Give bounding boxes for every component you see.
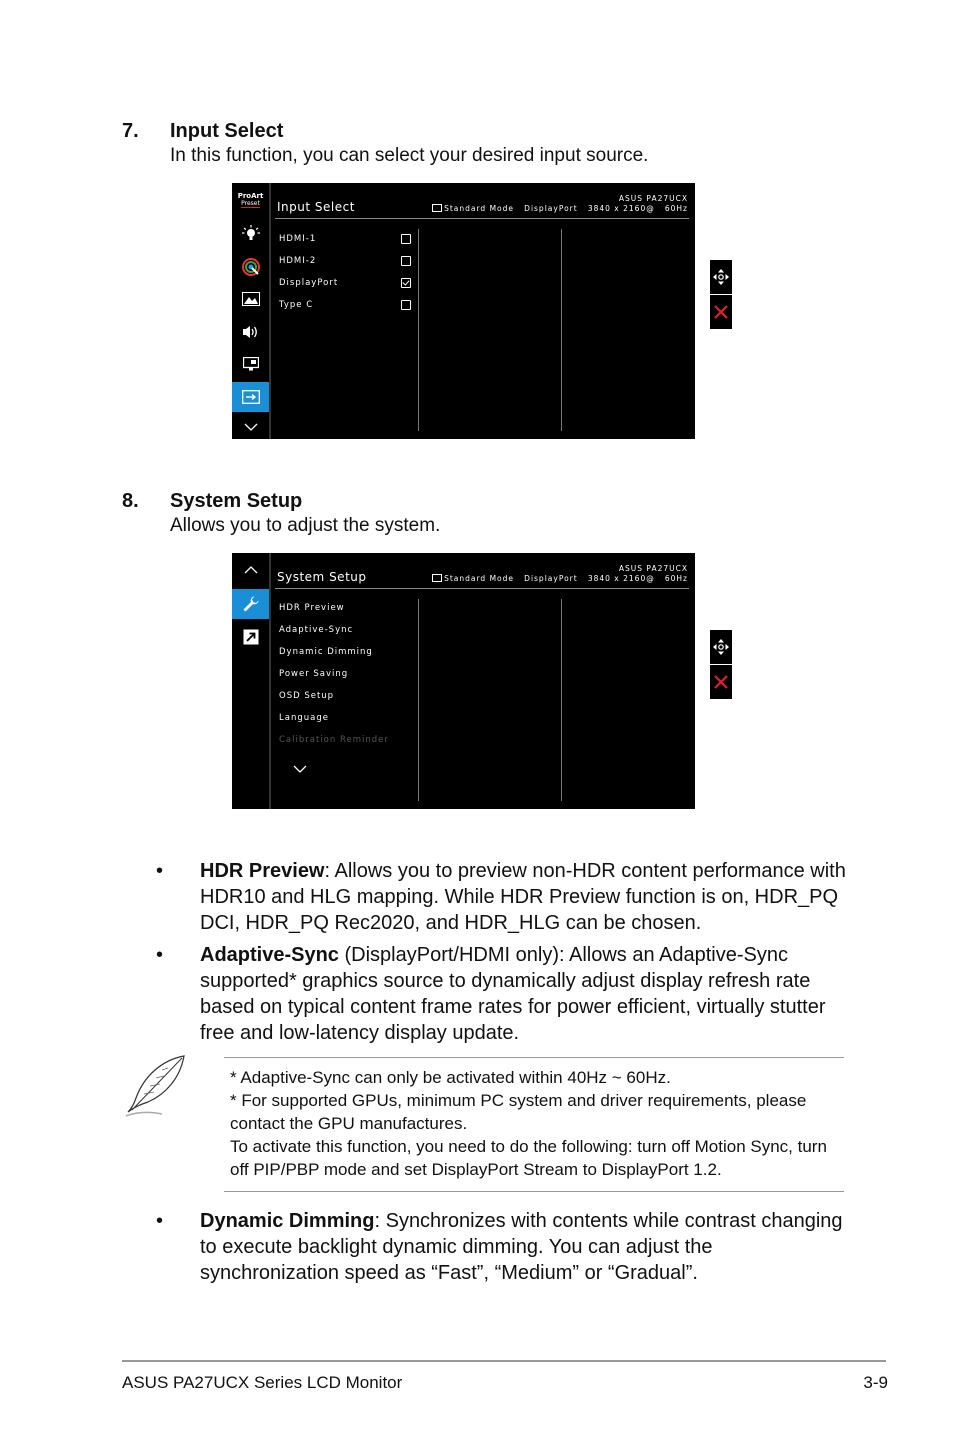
note-line: * Adaptive-Sync can only be activated within 40Hz ~ 60Hz. <box>230 1068 671 1087</box>
osd-checkbox-typec[interactable] <box>401 300 411 310</box>
section-description: Allows you to adjust the system. <box>170 515 441 536</box>
move-icon <box>712 268 730 286</box>
section-description: In this function, you can select your desired input source. <box>170 145 649 166</box>
monitor-icon <box>432 204 442 212</box>
osd-checkbox-displayport[interactable] <box>401 278 411 288</box>
bullet-adaptive-sync <box>156 942 846 1048</box>
chevron-up-icon[interactable] <box>232 555 269 585</box>
wrench-icon[interactable] <box>232 589 269 619</box>
footer-title: ASUS PA27UCX Series LCD Monitor <box>122 1373 403 1392</box>
section-number: 8. <box>122 490 139 512</box>
shortcut-icon[interactable] <box>232 622 269 652</box>
osd-item-power-saving[interactable]: Power Saving <box>279 669 349 679</box>
osd-column-divider <box>561 229 562 431</box>
note-box <box>224 1057 844 1192</box>
osd-item-hdmi1[interactable]: HDMI-1 <box>279 234 317 244</box>
osd-title: System Setup <box>277 570 367 584</box>
image-icon[interactable] <box>232 284 269 314</box>
osd-item-hdmi2[interactable]: HDMI-2 <box>279 256 317 266</box>
note-line: contact the GPU manufactures. <box>230 1114 468 1133</box>
osd-item-hdr-preview[interactable]: HDR Preview <box>279 603 345 613</box>
color-icon[interactable] <box>232 252 269 282</box>
bullet-body: (DisplayPort/HDMI only): Allows an Adaptive-Sync supported* graphics source to dynamically adjust display refresh rate based on typical content frame rates for power efficient, virtually stutter free and low-latency display update. <box>200 944 826 1044</box>
sound-icon[interactable] <box>232 317 269 347</box>
chevron-down-icon[interactable] <box>293 758 307 777</box>
pip-icon[interactable] <box>232 349 269 379</box>
monitor-icon <box>432 574 442 582</box>
osd-title: Input Select <box>277 200 355 214</box>
osd-divider <box>275 588 689 589</box>
bullet-term: HDR Preview <box>200 860 325 882</box>
osd-item-adaptive-sync[interactable]: Adaptive-Sync <box>279 625 354 635</box>
osd-status-bar <box>432 574 688 583</box>
osd-column-divider <box>561 599 562 801</box>
bullet-dynamic-dimming <box>156 1208 846 1288</box>
osd-model-name: ASUS PA27UCX <box>618 194 688 203</box>
navigate-button[interactable] <box>710 260 732 294</box>
chevron-down-icon[interactable] <box>232 415 269 439</box>
close-button[interactable] <box>710 665 732 699</box>
footer-divider <box>122 1360 886 1362</box>
bullet-body: : Synchronizes with contents while contrast changing to execute backlight dynamic dimming. You can adjust the synchronization speed as “Fast”, “Medium” or “Gradual”. <box>200 1210 843 1284</box>
navigate-button[interactable] <box>710 630 732 664</box>
osd-checkbox-hdmi2[interactable] <box>401 256 411 266</box>
osd-sidebar <box>232 553 271 809</box>
section-number: 7. <box>122 120 139 142</box>
close-icon <box>713 674 729 690</box>
bullet-icon: • <box>156 860 164 882</box>
osd-column-divider <box>418 229 419 431</box>
bullet-hdr-preview <box>156 858 846 938</box>
osd-status-bar <box>432 204 688 213</box>
osd-status-text: Standard Mode DisplayPort 3840 x 2160@ 60Hz <box>444 204 688 213</box>
osd-item-typec[interactable]: Type C <box>279 300 314 310</box>
move-icon <box>712 638 730 656</box>
section-title: System Setup <box>170 490 303 512</box>
osd-column-divider <box>418 599 419 801</box>
osd-divider <box>275 218 689 219</box>
osd-system-setup <box>232 553 695 809</box>
bullet-body: : Allows you to preview non-HDR content performance with HDR10 and HLG mapping. While HDR Preview function is on, HDR_PQ DCI, HDR_PQ Rec2020, and HDR_HLG can be chosen. <box>200 860 846 934</box>
close-icon <box>713 304 729 320</box>
osd-item-osd-setup[interactable]: OSD Setup <box>279 691 335 701</box>
bullet-term: Dynamic Dimming <box>200 1210 375 1232</box>
note-line: * For supported GPUs, minimum PC system and driver requirements, please <box>230 1091 807 1110</box>
osd-item-displayport[interactable]: DisplayPort <box>279 278 339 288</box>
osd-model-name: ASUS PA27UCX <box>618 564 688 573</box>
input-select-icon[interactable] <box>232 382 269 412</box>
osd-item-dynamic-dimming[interactable]: Dynamic Dimming <box>279 647 373 657</box>
bullet-icon: • <box>156 1210 164 1232</box>
page-number: 3-9 <box>863 1373 888 1392</box>
osd-checkbox-hdmi1[interactable] <box>401 234 411 244</box>
brightness-icon[interactable] <box>232 219 269 249</box>
osd-sidebar <box>232 183 271 439</box>
note-line: To activate this function, you need to do the following: turn off Motion Sync, turn <box>230 1137 827 1156</box>
bullet-icon: • <box>156 944 164 966</box>
osd-status-text: Standard Mode DisplayPort 3840 x 2160@ 60Hz <box>444 574 688 583</box>
proart-preset-icon[interactable]: ProArt Preset <box>237 191 264 207</box>
bullet-term: Adaptive-Sync <box>200 944 339 966</box>
osd-item-language[interactable]: Language <box>279 713 329 723</box>
close-button[interactable] <box>710 295 732 329</box>
osd-input-select <box>232 183 695 439</box>
osd-item-calibration-reminder: Calibration Reminder <box>279 735 389 745</box>
note-line: off PIP/PBP mode and set DisplayPort Stream to DisplayPort 1.2. <box>230 1160 722 1179</box>
section-title: Input Select <box>170 120 284 142</box>
note-feather-icon <box>122 1054 188 1125</box>
